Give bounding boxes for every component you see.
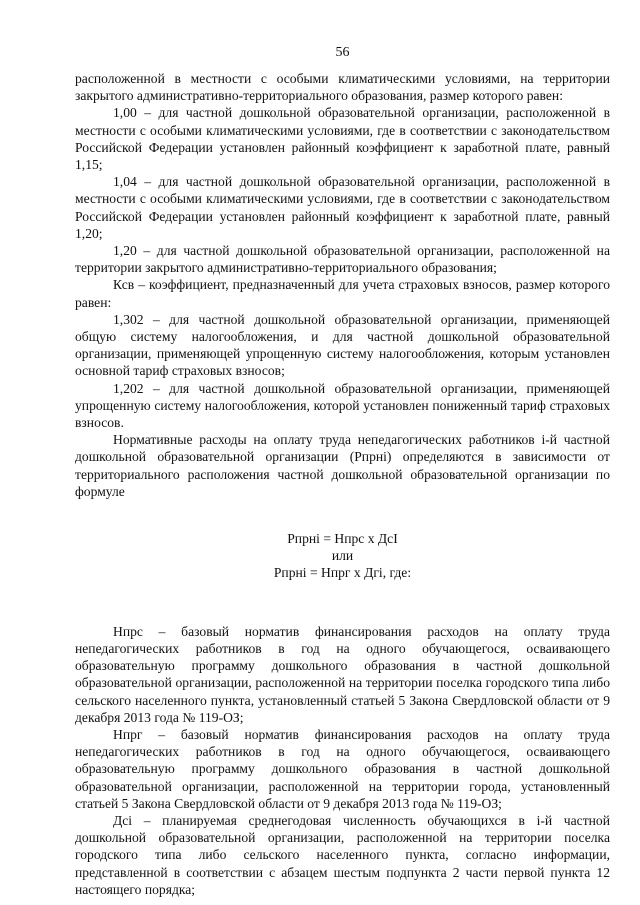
paragraph: Ксв – коэффициент, предназначенный для учета страховых взносов, размер которого равен: <box>75 277 610 310</box>
paragraph: Дсi – планируемая среднегодовая численность обучающихся в i-й частной дошкольной образовательной организации, расположенной на территории поселка городского типа либо сельского населенного пункта, согласно информации, представленной в соответствии с абзацем шестым подпункта 2 части первой пункта 12 настоящего порядка; <box>75 812 610 897</box>
paragraph: 1,04 – для частной дошкольной образовательной организации, расположенной в местности с особыми климатическими условиями, где в соответствии с законодательством Российской Федерации установлен районный коэффициент к заработной плате, равный 1,20; <box>75 174 610 241</box>
formula-connector: или <box>331 548 354 564</box>
paragraph: расположенной в местности с особыми климатическими условиями, на территории закрытого административно-территориального образования, размер которого равен: <box>75 71 610 104</box>
body-bottom <box>75 623 610 898</box>
paragraph: Нпрг – базовый норматив финансирования расходов на оплату труда непедагогических работников в год на одного обучающегося, осваивающего образовательную программу дошкольного образования в частной дошкольной образовательной организации, расположенной на территории города, установленный статьей 5 Закона Свердловской области от 9 декабря 2013 года № 119-ОЗ; <box>75 726 610 811</box>
page-number: 56 <box>335 45 350 60</box>
body-top <box>75 70 610 500</box>
paragraph: Нпрс – базовый норматив финансирования расходов на оплату труда непедагогических работников в год на одного обучающегося, осваивающего образовательную программу дошкольного образования в частной дошкольной образовательной организации, расположенной на территории поселка городского типа либо сельского населенного пункта, установленный статьей 5 Закона Свердловской области от 9 декабря 2013 года № 119-ОЗ; <box>75 623 610 725</box>
paragraph: 1,20 – для частной дошкольной образовательной организации, расположенной на территории закрытого административно-территориального образования; <box>75 243 610 276</box>
paragraph: Нормативные расходы на оплату труда непедагогических работников i-й частной дошкольной образовательной организации (Рпрнi) определяются в зависимости от территориального расположения частной дошкольной образовательной организации по формуле <box>75 432 610 499</box>
formula-block <box>75 530 610 582</box>
formula-line-1: Рпрнi = Нпрс x ДсI <box>287 531 398 547</box>
paragraph: 1,202 – для частной дошкольной образовательной организации, применяющей упрощенную систему налогообложения, которой установлен пониженный тариф страховых взносов. <box>75 380 610 431</box>
formula-line-2: Рпрнi = Нпрг x Дгi, где: <box>273 565 412 581</box>
paragraph: 1,302 – для частной дошкольной образовательной организации, применяющей общую систему налогообложения, и для частной дошкольной образовательной организации, применяющей упрощенную систему налогообложения, которым установлен основной тариф страховых взносов; <box>75 311 610 379</box>
document-page <box>75 44 610 898</box>
paragraph: 1,00 – для частной дошкольной образовательной организации, расположенной в местности с особыми климатическими условиями, где в соответствии с законодательством Российской Федерации установлен районный коэффициент к заработной плате, равный 1,15; <box>75 105 610 173</box>
